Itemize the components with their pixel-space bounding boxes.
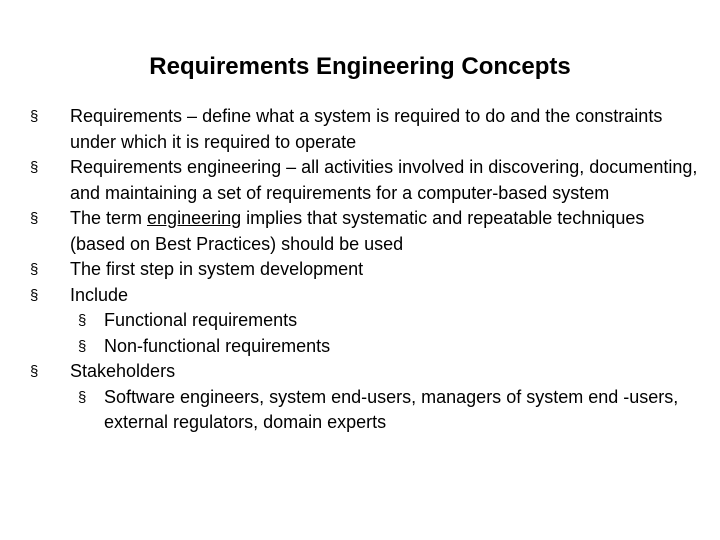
sub-list-item <box>30 334 700 360</box>
bullet-marker-icon: § <box>30 261 39 278</box>
list-item <box>30 257 700 283</box>
underlined-term: engineering <box>147 208 242 228</box>
list-item <box>30 359 700 385</box>
list-item <box>30 206 700 257</box>
bullet-text-pre: The term <box>70 208 148 228</box>
list-item <box>30 104 700 155</box>
bullet-text-post: implies that systematic and repeatable techniques (based on Best Practices) should be used <box>70 208 645 254</box>
slide-title: Requirements Engineering Concepts <box>149 53 571 80</box>
list-item <box>30 283 700 309</box>
bullet-marker-icon: § <box>30 159 39 176</box>
bullet-text: Requirements – define what a system is required to do and the constraints under which it is required to operate <box>70 106 663 152</box>
bullet-text <box>70 206 700 257</box>
bullet-marker-icon: § <box>78 337 87 355</box>
bullet-marker-icon: § <box>78 388 87 406</box>
bullet-text: The first step in system development <box>70 259 364 279</box>
sub-list-item <box>30 308 700 334</box>
bullet-marker-icon: § <box>30 108 39 125</box>
sub-list-item <box>30 385 700 436</box>
bullet-marker-icon: § <box>30 363 39 380</box>
list-item <box>30 155 700 206</box>
bullet-marker-icon: § <box>30 286 39 304</box>
bullet-list <box>30 104 700 436</box>
bullet-text: Stakeholders <box>70 361 176 381</box>
sub-bullet-text: Non-functional requirements <box>104 335 331 356</box>
bullet-text: Include <box>70 284 129 305</box>
bullet-marker-icon: § <box>30 210 39 227</box>
bullet-marker-icon: § <box>78 312 87 329</box>
sub-bullet-text: Software engineers, system end-users, managers of system end -users, external regulators, domain experts <box>104 386 679 432</box>
bullet-text: Requirements engineering – all activities involved in discovering, documenting, and maintaining a set of requirements for a computer-based system <box>70 157 698 203</box>
sub-bullet-text: Functional requirements <box>104 310 298 330</box>
